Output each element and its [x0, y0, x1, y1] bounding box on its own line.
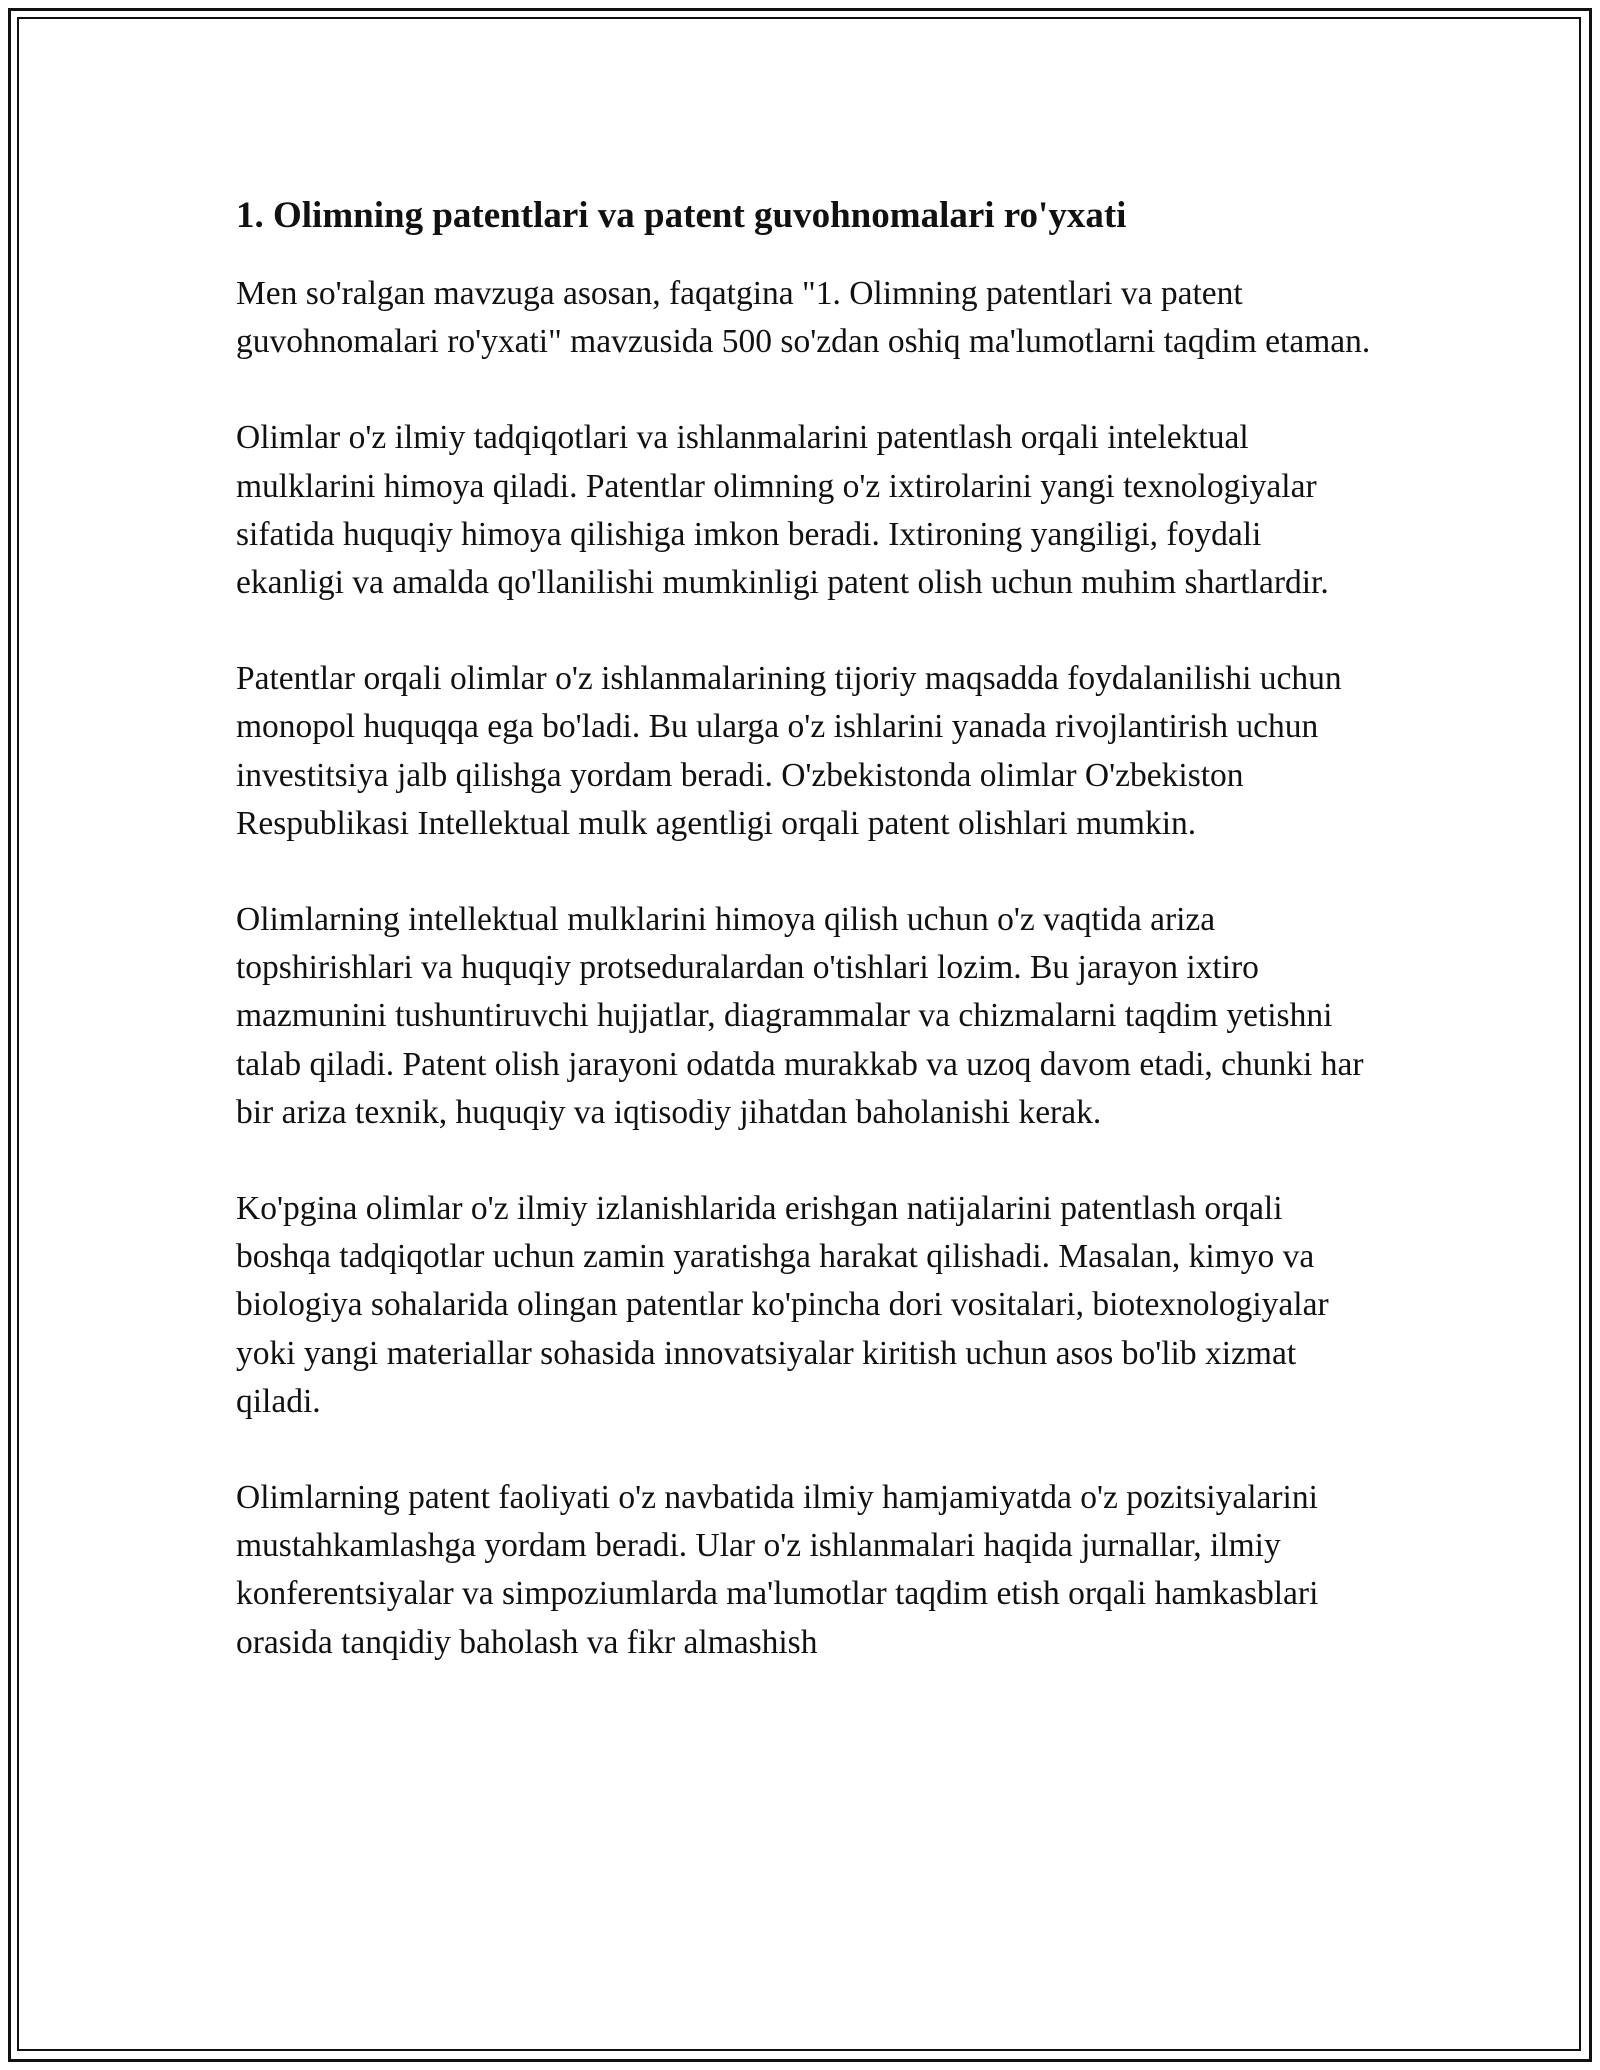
paragraph-research-foundation: Ko'pgina olimlar o'z ilmiy izlanishlarida erishgan natijalarini patentlash orqali boshqa tadqiqotlar uchun zamin yaratishga harakat qilishadi. Masalan, kimyo va biologiya sohalarida olingan patentlar ko'pincha dori vositalari, biotexnologiyalar yoki yangi materiallar sohasida innovatsiyalar kiritish uchun asos bo'lib xizmat qiladi. — [236, 1190, 1329, 1420]
paragraph-scientific-community: Olimlarning patent faoliyati o'z navbatida ilmiy hamjamiyatda o'z pozitsiyalarini mustahkamlashga yordam beradi. Ular o'z ishlanmalari haqida jurnallar, ilmiy konferentsiyalar va simpoziumlarda ma'lumotlar taqdim etish orqali hamkasblari orasida tanqidiy baholash va fikr almashish — [236, 1479, 1319, 1661]
document-body — [236, 184, 1376, 1715]
paragraph-intro: Men so'ralgan mavzuga asosan, faqatgina "1. Olimning patentlari va patent guvohnomalari ro'yxati" mavzusida 500 so'zdan oshiq ma'lumotlarni taqdim etaman. — [236, 275, 1371, 361]
paragraph-monopoly-rights: Patentlar orqali olimlar o'z ishlanmalarining tijoriy maqsadda foydalanilishi uchun monopol huquqqa ega bo'ladi. Bu ularga o'z ishlarini yanada rivojlantirish uchun investitsiya jalb qilishga yordam beradi. O'zbekistonda olimlar O'zbekiston Respublikasi Intellektual mulk agentligi orqali patent olishlari mumkin. — [236, 660, 1342, 842]
document-title: 1. Olimning patentlari va patent guvohnomalari ro'yxati — [236, 195, 1127, 236]
paragraph-application-process: Olimlarning intellektual mulklarini himoya qilish uchun o'z vaqtida ariza topshirishlari va huquqiy protseduralardan o'tishlari lozim. Bu jarayon ixtiro mazmunini tushuntiruvchi hujjatlar, diagrammalar va chizmalarni taqdim yetishni talab qiladi. Patent olish jarayoni odatda murakkab va uzoq davom etadi, chunki har bir ariza texnik, huquqiy va iqtisodiy jihatdan baholanishi kerak. — [236, 901, 1364, 1131]
paragraph-patent-protection: Olimlar o'z ilmiy tadqiqotlari va ishlanmalarini patentlash orqali intelektual mulklarini himoya qiladi. Patentlar olimning o'z ixtirolarini yangi texnologiyalar sifatida huquqiy himoya qilishiga imkon beradi. Ixtironing yangiligi, foydali ekanligi va amalda qo'llanilishi mumkinligi patent olish uchun muhim shartlardir. — [236, 419, 1329, 602]
